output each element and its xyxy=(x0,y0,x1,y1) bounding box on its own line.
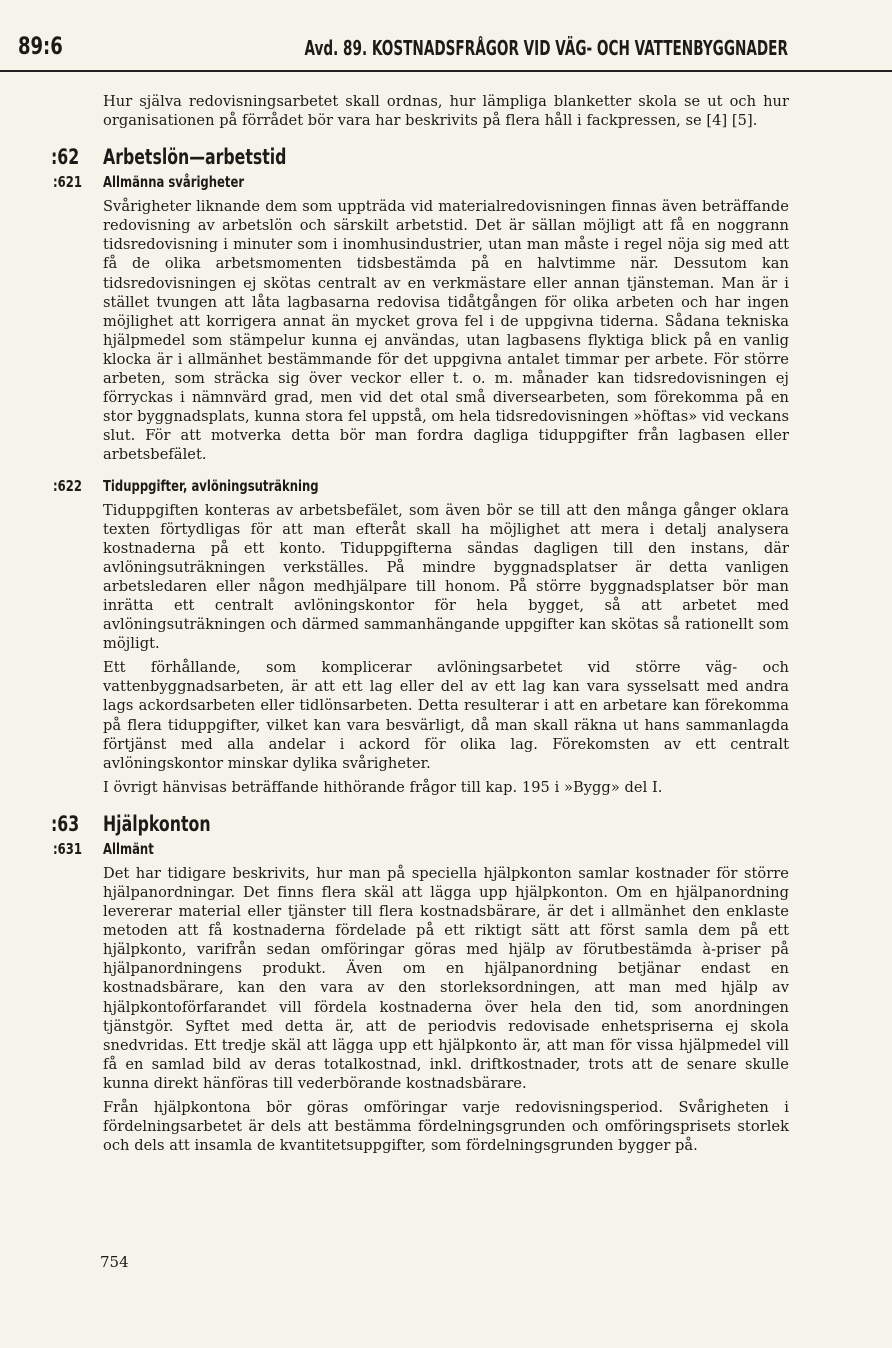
paragraph-622-3: I övrigt hänvisas beträffande hithörande frågor till kap. 195 i »Bygg» del I. xyxy=(103,778,663,796)
section-number: :63 xyxy=(51,811,80,836)
paragraph-631-1: Det har tidigare beskrivits, hur man på speciella hjälpkonton samlar kostnader för större hjälpanordningar. Det finns flera skäl att lägga upp hjälpkonton. Om en hjälpanordning levererar material eller tjänster till flera kostnadsbärare, är det i allmänhet den enklaste metoden att få kostnaderna fördelade på ett riktigt sätt att först samla dem på ett hjälpkonto, varifrån sedan omföringar göras med hjälp av förutbestämda à-priser på hjälpanordningens produkt. Även om en hjälpanordning betjänar endast en kostnadsbärare, kan den vara av den storleksordningen, att man med hjälp av hjälpkontoförfarandet vill fördela kostnaderna över hela den tid, som anordningen tjänstgör. Syftet med detta är, att de periodvis redovisade enhetspriserna ej skola snedvridas. Ett tredje skäl att lägga upp ett hjälpkonto är, att man för vissa hjälpmedel vill få en samlad bild av deras totalkostnad, inkl. driftkostnader, trots att de senare skulle kunna direkt hänföras till vederbörande kostnadsbärare. xyxy=(103,864,789,1092)
paragraph-622-2: Ett förhållande, som komplicerar avlöningsarbetet vid större väg- och vattenbyggnadsarbeten, är att ett lag eller del av ett lag kan vara sysselsatt med andra lags ackordsarbeten eller tidlönsarbeten. Detta resulterar i att en arbetare kan förekomma på flera tiduppgifter, vilket kan vara besvärligt, då man skall räkna ut hans sammanlagda förtjänst med alla andelar i ackord för olika lag. Förekomsten av ett centralt avlöningskontor minskar dylika svårigheter. xyxy=(103,659,789,772)
section-number: :621 xyxy=(53,173,82,192)
section-title: Arbetslön—arbetstid xyxy=(103,145,287,170)
section-631-body xyxy=(103,864,789,1155)
section-heading-63 xyxy=(51,811,789,837)
paragraph-631-2: Från hjälpkontona bör göras omföringar varje redovisningsperiod. Svårigheten i fördelningsarbetet är dels att bestämma fördelningsgrunden och omföringsprisets storlek och dels att insamla de kvantitetsuppgifter, som fördelningsgrunden bygger på. xyxy=(103,1099,789,1155)
section-heading-62 xyxy=(51,144,789,170)
folio-page-number: 754 xyxy=(100,1253,129,1271)
section-title: Tiduppgifter, avlöningsuträkning xyxy=(103,476,319,495)
main-text xyxy=(51,92,789,1155)
running-title: Avd. 89. KOSTNADSFRÅGOR VID VÄG- OCH VATTENBYGGNADER xyxy=(304,36,788,60)
section-heading-621 xyxy=(53,171,789,193)
page-number: 89:6 xyxy=(18,32,63,60)
intro-paragraph: Hur själva redovisningsarbetet skall ordnas, hur lämpliga blanketter skola se ut och hur organisationen på förrådet bör vara har beskrivits på flera håll i fackpressen, se [4] [5]. xyxy=(103,93,789,130)
section-heading-622 xyxy=(53,475,789,497)
section-title: Allmänna svårigheter xyxy=(103,173,245,192)
paragraph-622-1: Tiduppgiften konteras av arbetsbefälet, som även bör se till att den många gånger oklara texten förtydligas för att man efteråt skall ha möjlighet att mera i detalj analysera kostnaderna på ett konto. Tiduppgifterna sändas dagligen till den instans, där avlöningsuträkningen verkställes. På mindre byggnadsplatser är detta vanligen arbetsledaren eller någon medhjälpare till honom. På större byggnadsplatser bör man inrätta ett centralt avlöningskontor för hela bygget, så att arbetet med avlöningsuträkningen och därmed sammanhängande uppgifter kan skötas så rationellt som möjligt. xyxy=(103,501,789,653)
section-title: Allmänt xyxy=(103,839,154,858)
section-number: :62 xyxy=(51,145,80,170)
section-622-body xyxy=(103,501,789,797)
section-title: Hjälpkonton xyxy=(103,811,211,836)
paragraph-621: Svårigheter liknande dem som uppträda vid materialredovisningen finnas även beträffande redovisning av arbetslön och särskilt arbetstid. Det är sällan möjligt att få en noggrann tidsredovisning i minuter som i inomhusindustrier, utan man måste i regel nöja sig med att få de olika arbetsmomenten tidsbestämda på en halvtimme när. Dessutom kan tidsredovisningen ej skötas centralt av en verkmästare eller annan tjänsteman. Man är i stället tvungen att låta lagbasarna redovisa tidåtgången för olika arbeten och har ingen möjlighet att korrigera annat än mycket grova fel i de uppgivna tiderna. Sådana tekniska hjälpmedel som stämpelur kunna ej användas, utan lagbasens flyktiga blick på en vanlig klocka är i allmänhet bestämmande för det uppgivna antalet timmar per arbete. För större arbeten, som sträcka sig över veckor eller t. o. m. månader kan tidsredovisningen ej förryckas i nämnvärd grad, men vid det otal små diversearbeten, som förekomma på en stor byggnadsplats, kunna stora fel uppstå, om hela tidsredovisningen »höftas» vid veckans slut. För att motverka detta bör man fordra dagliga tiduppgifter från lagbasen eller arbetsbefälet. xyxy=(103,198,789,464)
section-number: :622 xyxy=(53,476,82,495)
section-heading-631 xyxy=(53,838,789,860)
section-number: :631 xyxy=(53,839,82,858)
page-header xyxy=(0,22,892,72)
